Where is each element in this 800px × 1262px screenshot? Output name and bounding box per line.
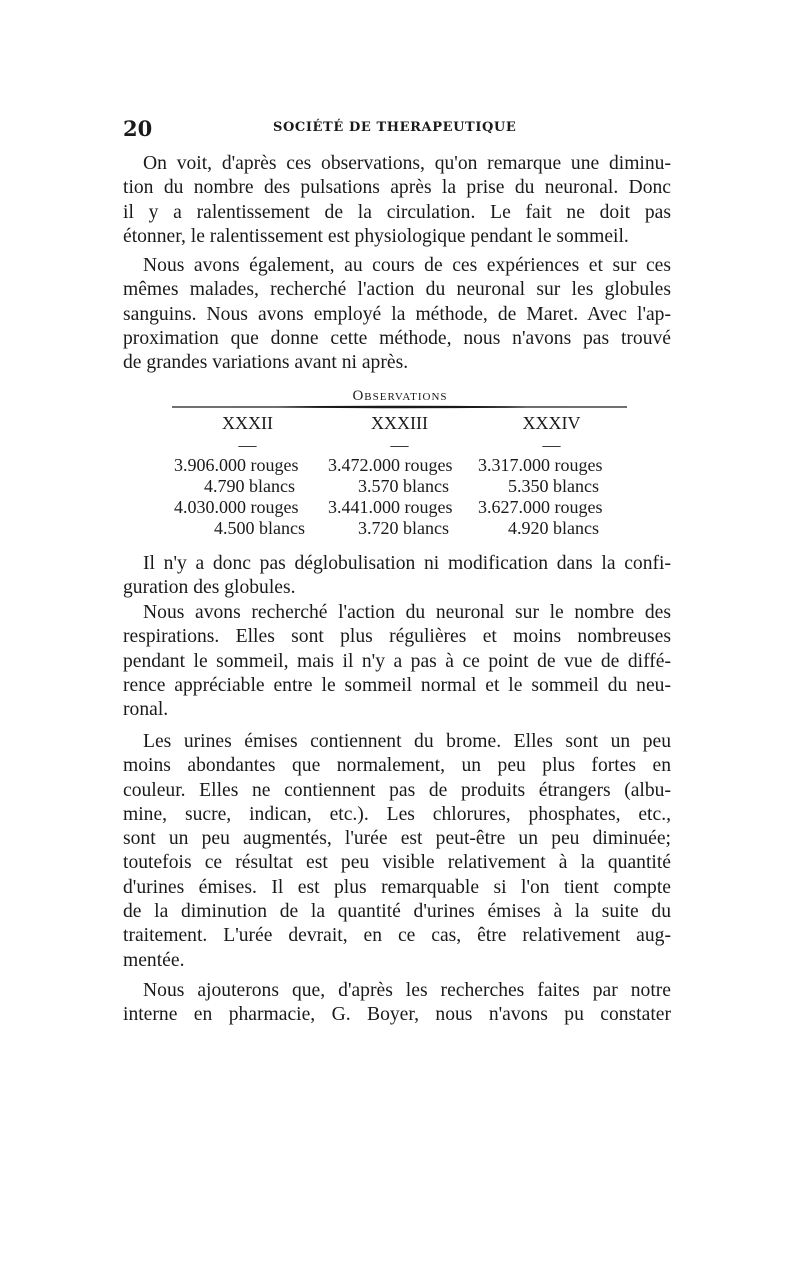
text-line: Nous avons également, au cours de ces expériences et sur ces xyxy=(143,255,671,276)
column-dash: — xyxy=(390,435,409,455)
text-line: sanguins. Nous avons employé la méthode, de Maret. Avec l'ap- xyxy=(123,303,671,325)
text-line: Les urines émises contiennent du brome. Elles sont un peu xyxy=(143,731,671,752)
text-line: de grandes variations avant ni après. xyxy=(123,352,409,374)
running-head: SOCIÉTÉ DE THERAPEUTIQUE xyxy=(273,120,517,135)
observations-caption: Observations xyxy=(352,388,448,404)
table-header-row xyxy=(172,413,627,435)
text-line: interne en pharmacie, G. Boyer, nous n'avons pu constater xyxy=(123,1004,671,1026)
table-row xyxy=(172,497,627,518)
observations-table xyxy=(172,413,627,539)
table-rule xyxy=(172,405,627,408)
table-cell: 3.570 blancs xyxy=(358,476,449,496)
table-cell: 4.920 blancs xyxy=(508,518,599,538)
column-dash: — xyxy=(238,435,257,455)
paragraph xyxy=(123,979,671,1028)
table-dash-row xyxy=(172,435,627,455)
text-line: d'urines émises. Il est plus remarquable si l'on tient compte xyxy=(123,876,671,898)
table-row xyxy=(172,518,627,539)
column-header: XXXII xyxy=(222,413,273,433)
page-header xyxy=(123,116,671,141)
paragraph xyxy=(123,552,671,601)
text-line: toutefois ce résultat est peu visible relativement à la quantité xyxy=(123,852,671,874)
paragraph xyxy=(123,730,671,973)
table-cell: 3.472.000 rouges xyxy=(328,455,453,475)
text-line: On voit, d'après ces observations, qu'on remarque une diminu- xyxy=(143,153,671,174)
paragraph xyxy=(123,601,671,722)
text-line: étonner, le ralentissement est physiologique pendant le sommeil. xyxy=(123,225,629,247)
table-cell: 4.030.000 rouges xyxy=(174,497,299,517)
text-line: respirations. Elles sont plus régulières et moins nombreuses xyxy=(123,626,671,648)
text-line: rence appréciable entre le sommeil normal et le sommeil du neu- xyxy=(123,674,671,696)
table-cell: 3.627.000 rouges xyxy=(478,497,603,517)
table-cell: 5.350 blancs xyxy=(508,476,599,496)
text-line: ronal. xyxy=(123,699,169,721)
table-cell: 4.500 blancs xyxy=(214,518,305,538)
paragraph xyxy=(123,152,671,249)
column-header: XXXIII xyxy=(371,413,428,433)
text-line: pendant le sommeil, mais il n'y a pas à ce point de vue de diffé- xyxy=(123,650,671,672)
column-dash: — xyxy=(542,435,561,455)
text-line: proximation que donne cette méthode, nous n'avons pas trouvé xyxy=(123,327,671,349)
text-line: de la diminution de la quantité d'urines émises à la suite du xyxy=(123,901,671,923)
table-row xyxy=(172,455,627,476)
table-cell: 3.441.000 rouges xyxy=(328,497,453,517)
text-line: tion du nombre des pulsations après la prise du neuronal. Donc xyxy=(123,177,671,199)
text-line: mentée. xyxy=(123,949,185,971)
text-line: moins abondantes que normalement, un peu plus fortes en xyxy=(123,755,671,777)
table-cell: 3.720 blancs xyxy=(358,518,449,538)
table-cell: 3.317.000 rouges xyxy=(478,455,603,475)
table-cell: 3.906.000 rouges xyxy=(174,455,299,475)
text-line: mine, sucre, indican, etc.). Les chlorures, phosphates, etc., xyxy=(123,803,671,825)
column-header: XXXIV xyxy=(522,413,581,433)
text-line: il y a ralentissement de la circulation. Le fait ne doit pas xyxy=(123,201,671,223)
text-line: Nous ajouterons que, d'après les recherches faites par notre xyxy=(143,980,671,1001)
text-line: Il n'y a donc pas déglobulisation ni modification dans la confi- xyxy=(143,553,671,574)
text-line: guration des globules. xyxy=(123,577,296,599)
paragraph xyxy=(123,254,671,375)
table-cell: 4.790 blancs xyxy=(204,476,295,496)
text-line: couleur. Elles ne contiennent pas de produits étrangers (albu- xyxy=(123,779,671,801)
text-line: traitement. L'urée devrait, en ce cas, être relativement aug- xyxy=(123,925,671,947)
text-line: mêmes malades, recherché l'action du neuronal sur les globules xyxy=(123,279,671,301)
page-number: 20 xyxy=(123,116,153,141)
text-line: Nous avons recherché l'action du neuronal sur le nombre des xyxy=(143,602,671,623)
text-line: sont un peu augmentés, l'urée est peut-être un peu diminuée; xyxy=(123,828,671,850)
table-row xyxy=(172,476,627,497)
